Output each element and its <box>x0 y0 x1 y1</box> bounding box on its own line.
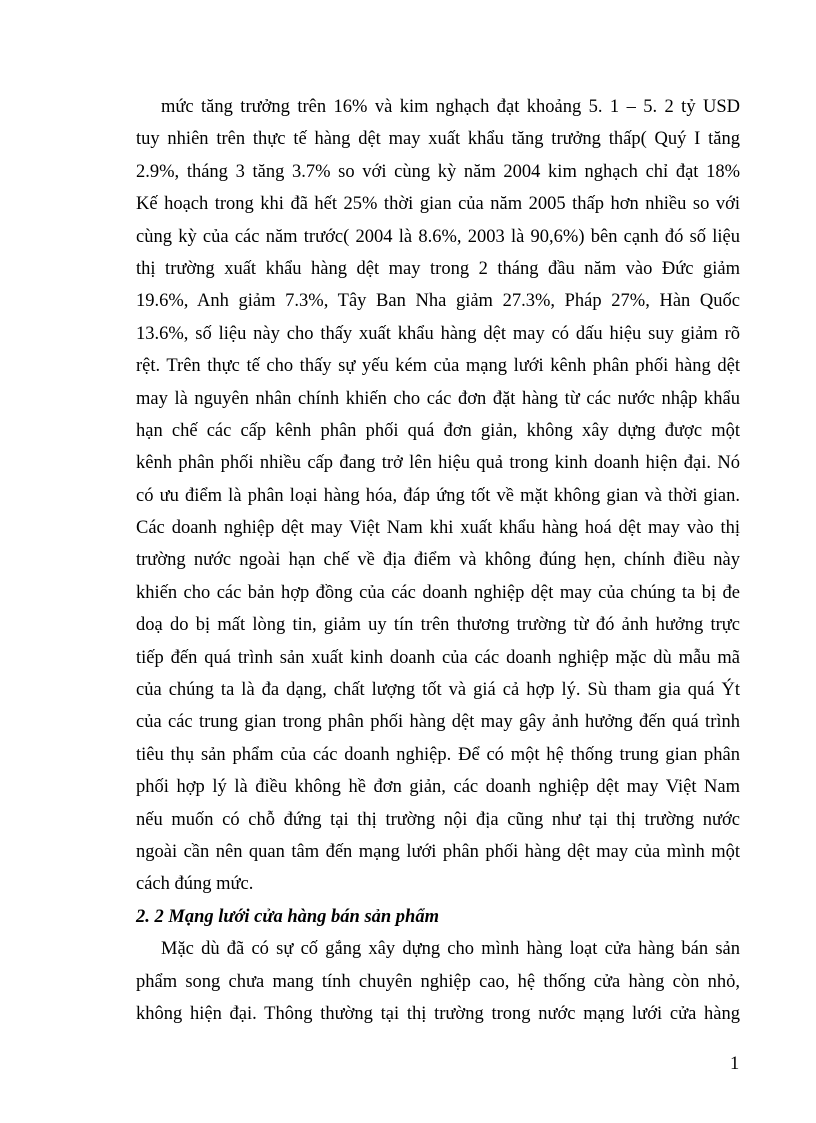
text-line: phối hợp lý là điều không hề đơn giản, các doanh nghiệp dệt may Việt Nam <box>136 777 740 798</box>
text-line: 13.6%, số liệu này cho thấy xuất khẩu hàng dệt may có dấu hiệu suy giảm rõ <box>136 323 740 344</box>
text-line: rệt. Trên thực tế cho thấy sự yếu kém của mạng lưới kênh phân phối hàng dệt <box>136 356 740 377</box>
text-line: khiến cho các bản hợp đồng của các doanh nghiệp dệt may của chúng ta bị đe <box>136 582 740 603</box>
text-line: trường nước ngoài hạn chế về địa điểm và không đúng hẹn, chính điều này <box>136 550 740 571</box>
text-line: thị trường xuất khẩu hàng dệt may trong 2 tháng đầu năm vào Đức giảm <box>136 258 740 279</box>
text-line: doạ do bị mất lòng tin, giảm uy tín trên thương trường từ đó ảnh hưởng trực <box>136 615 740 636</box>
text-line: Mặc dù đã có sự cố gắng xây dựng cho mình hàng loạt cửa hàng bán sản <box>161 939 740 960</box>
section-heading: 2. 2 Mạng lưới cửa hàng bán sản phẩm <box>136 906 439 927</box>
text-line: kênh phân phối nhiều cấp đang trở lên hiệu quả trong kinh doanh hiện đại. Nó <box>136 453 740 474</box>
text-line: có ưu điểm là phân loại hàng hóa, đáp ứng tốt về mặt không gian và thời gian. <box>136 485 740 506</box>
text-line: nếu muốn có chỗ đứng tại thị trường nội địa cũng như tại thị trường nước <box>136 809 740 830</box>
text-line: mức tăng trưởng trên 16% và kim nghạch đạt khoảng 5. 1 – 5. 2 tỷ USD <box>161 97 740 117</box>
page-number: 1 <box>730 1054 740 1074</box>
text-line: của chúng ta là đa dạng, chất lượng tốt và giá cả hợp lý. Sù tham gia quá Ýt <box>136 680 740 701</box>
text-line: may là nguyên nhân chính khiến cho các đơn đặt hàng từ các nước nhập khẩu <box>136 388 740 409</box>
text-line: Các doanh nghiệp dệt may Việt Nam khi xuất khẩu hàng hoá dệt may vào thị <box>136 518 740 539</box>
text-line: ngoài cần nên quan tâm đến mạng lưới phân phối hàng dệt may của mình một <box>136 841 740 862</box>
text-line: tiêu thụ sản phẩm của các doanh nghiệp. Để có một hệ thống trung gian phân <box>136 744 740 765</box>
text-line: phẩm song chưa mang tính chuyên nghiệp cao, hệ thống cửa hàng còn nhỏ, <box>136 971 740 992</box>
body-text <box>136 91 740 1030</box>
text-line: 2.9%, tháng 3 tăng 3.7% so với cùng kỳ năm 2004 kim nghạch chỉ đạt 18% <box>136 161 740 182</box>
text-line: tiếp đến quá trình sản xuất kinh doanh của các doanh nghiệp mặc dù mẫu mã <box>136 647 740 668</box>
text-line: Kế hoạch trong khi đã hết 25% thời gian của năm 2005 thấp hơn nhiều so với <box>136 194 740 215</box>
text-line: của các trung gian trong phân phối hàng dệt may gây ảnh hưởng đến quá trình <box>136 712 740 733</box>
text-line: cùng kỳ của các năm trước( 2004 là 8.6%, 2003 là 90,6%) bên cạnh đó số liệu <box>136 226 740 247</box>
text-line: hạn chế các cấp kênh phân phối quá đơn giản, không xây dựng được một <box>136 420 740 441</box>
text-line: cách đúng mức. <box>136 874 254 895</box>
text-line: 19.6%, Anh giảm 7.3%, Tây Ban Nha giảm 27.3%, Pháp 27%, Hàn Quốc <box>136 291 740 312</box>
text-line: tuy nhiên trên thực tế hàng dệt may xuất khẩu tăng trưởng thấp( Quý I tăng <box>136 129 740 150</box>
text-line: không hiện đại. Thông thường tại thị trường trong nước mạng lưới cửa hàng <box>136 1003 740 1024</box>
